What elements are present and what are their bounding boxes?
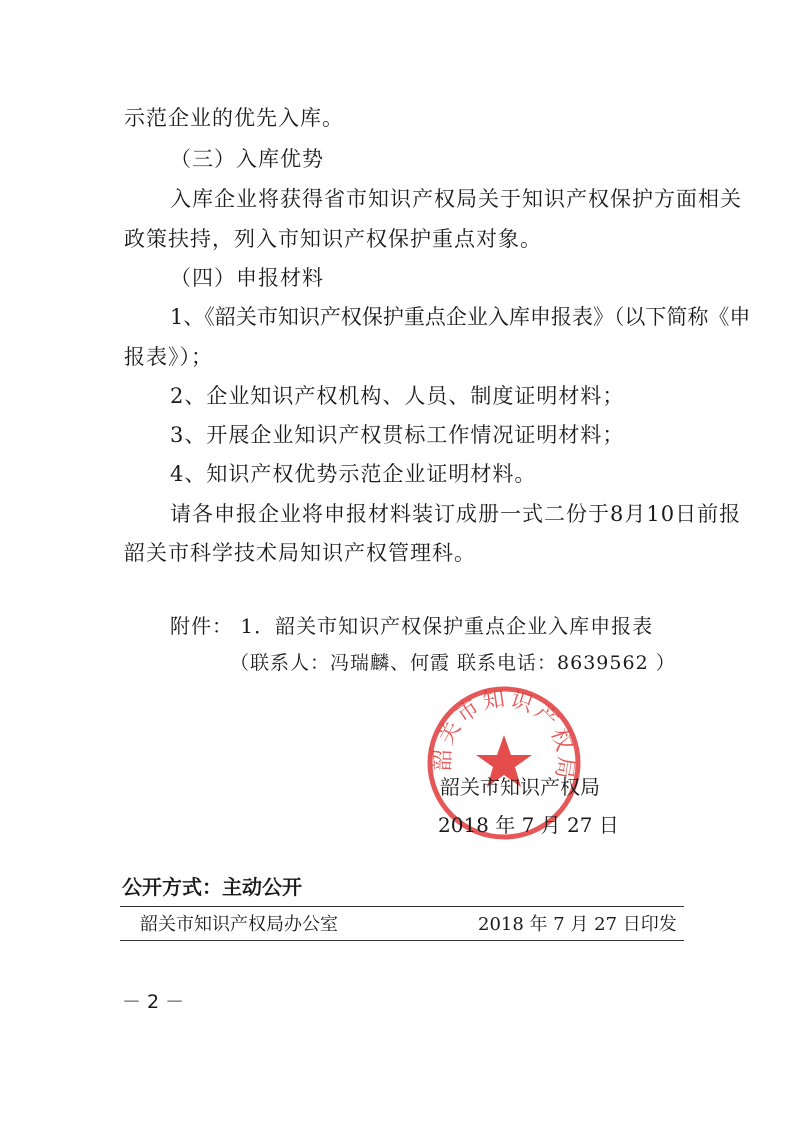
material-item-4: 4、知识产权优势示范企业证明材料。 xyxy=(170,462,537,486)
attachment-line: 附件： 1．韶关市知识产权保护重点企业入库申报表 xyxy=(170,614,654,638)
contact-line: （联系人：冯瑞麟、何霞 联系电话：8639562 ） xyxy=(230,652,676,674)
svg-text:韶关市知识产权局: 韶关市知识产权局 xyxy=(430,686,579,784)
publication-mode: 公开方式：主动公开 xyxy=(122,875,302,899)
material-item-1-cont: 报表》）； xyxy=(124,345,213,369)
material-item-1: 1、《韶关市知识产权保护重点企业入库申报表》（以下简称《申 xyxy=(170,305,751,329)
page-number: － 2 － xyxy=(122,991,185,1013)
material-item-2: 2、企业知识产权机构、人员、制度证明材料； xyxy=(170,384,625,408)
material-item-3: 3、开展企业知识产权贯标工作情况证明材料； xyxy=(170,423,625,447)
body-line-1: 示范企业的优先入库。 xyxy=(124,106,344,130)
section-heading-4: （四）申报材料 xyxy=(170,266,324,290)
footer-date: 2018 年 7 月 27 日印发 xyxy=(478,914,677,935)
body-line-4: 政策扶持，列入市知识产权保护重点对象。 xyxy=(124,227,542,251)
deadline-line-cont: 韶关市科学技术局知识产权管理科。 xyxy=(124,541,476,565)
signature-org: 韶关市知识产权局 xyxy=(440,775,600,799)
deadline-line: 请各申报企业将申报材料装订成册一式二份于8月10日前报 xyxy=(170,502,742,526)
footer-top-rule xyxy=(120,906,684,907)
signature-date: 2018 年 7 月 27 日 xyxy=(438,813,619,837)
section-heading-3: （三）入库优势 xyxy=(170,147,324,171)
body-line-3: 入库企业将获得省市知识产权局关于知识产权保护方面相关 xyxy=(170,187,742,211)
footer-issuer: 韶关市知识产权局办公室 xyxy=(140,914,338,935)
footer-bottom-rule xyxy=(120,940,684,941)
